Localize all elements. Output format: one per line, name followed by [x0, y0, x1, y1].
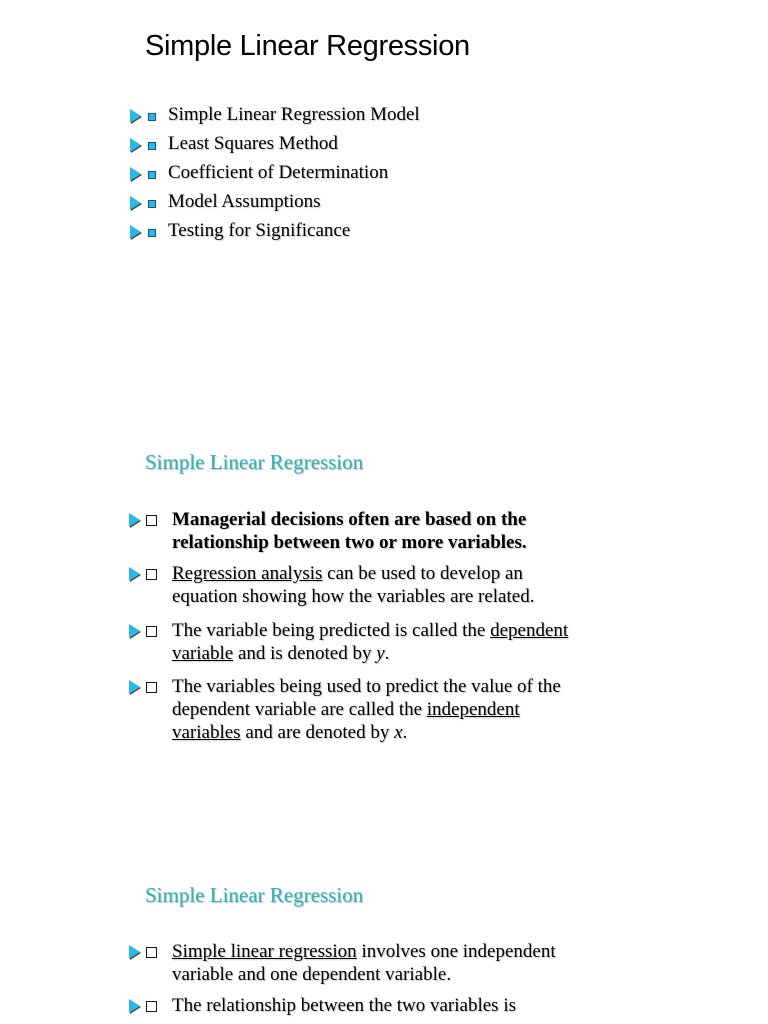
slide-3-title: Simple Linear Regression	[145, 883, 364, 907]
square-bullet-icon	[148, 142, 156, 150]
list-item	[130, 162, 530, 191]
list-item	[130, 133, 530, 162]
square-bullet-icon	[146, 947, 157, 958]
arrow-bullet-icon	[130, 109, 141, 123]
arrow-bullet-icon	[130, 138, 141, 152]
bullet-text: The variable being predicted is called the dependent variable and is denoted by y.	[172, 620, 569, 664]
slide-2	[0, 430, 768, 790]
bullet-text: The variables being used to predict the value of the dependent variable are called the independent variables and are denoted by x.	[172, 676, 561, 743]
bullet-text: Model Assumptions	[168, 191, 321, 212]
arrow-bullet-icon	[130, 167, 141, 181]
bullet-text: Managerial decisions often are based on the relationship between two or more variables.	[172, 509, 527, 553]
list-item	[130, 104, 530, 133]
bullet-text: Testing for Significance	[168, 220, 351, 241]
list-item	[130, 191, 530, 220]
square-bullet-icon	[146, 682, 157, 693]
bullet-text: Regression analysis can be used to develop an equation showing how the variables are related.	[172, 563, 535, 607]
slide-1	[0, 0, 768, 300]
slide-2-title: Simple Linear Regression	[145, 450, 364, 474]
bullet-text: The relationship between the two variables is	[172, 995, 517, 1016]
square-bullet-icon	[148, 229, 156, 237]
square-bullet-icon	[146, 515, 157, 526]
term-independent: independent	[426, 699, 520, 720]
arrow-bullet-icon	[130, 196, 141, 210]
square-bullet-icon	[146, 569, 157, 580]
list-item	[130, 220, 530, 249]
term-simple-linear-regression: Simple linear regression	[172, 941, 357, 962]
bullet-text: Simple linear regression involves one independent variable and one dependent variable.	[172, 941, 556, 985]
arrow-bullet-icon	[129, 513, 140, 527]
arrow-bullet-icon	[129, 999, 140, 1013]
square-bullet-icon	[148, 171, 156, 179]
bullet-text: Coefficient of Determination	[168, 162, 389, 183]
arrow-bullet-icon	[129, 945, 140, 959]
arrow-bullet-icon	[129, 624, 140, 638]
arrow-bullet-icon	[129, 680, 140, 694]
term-dependent: dependent	[490, 620, 569, 641]
term-variable: variable	[172, 643, 234, 664]
square-bullet-icon	[148, 200, 156, 208]
term-regression-analysis: Regression analysis	[172, 563, 323, 584]
square-bullet-icon	[148, 113, 156, 121]
term-variables: variables	[172, 722, 241, 743]
arrow-bullet-icon	[129, 567, 140, 581]
slide-3	[0, 860, 768, 1024]
square-bullet-icon	[146, 626, 157, 637]
bullet-text: Least Squares Method	[168, 133, 338, 154]
slide-1-title: Simple Linear Regression	[145, 30, 470, 62]
square-bullet-icon	[146, 1001, 157, 1012]
bullet-text: Simple Linear Regression Model	[168, 104, 420, 125]
arrow-bullet-icon	[130, 225, 141, 239]
